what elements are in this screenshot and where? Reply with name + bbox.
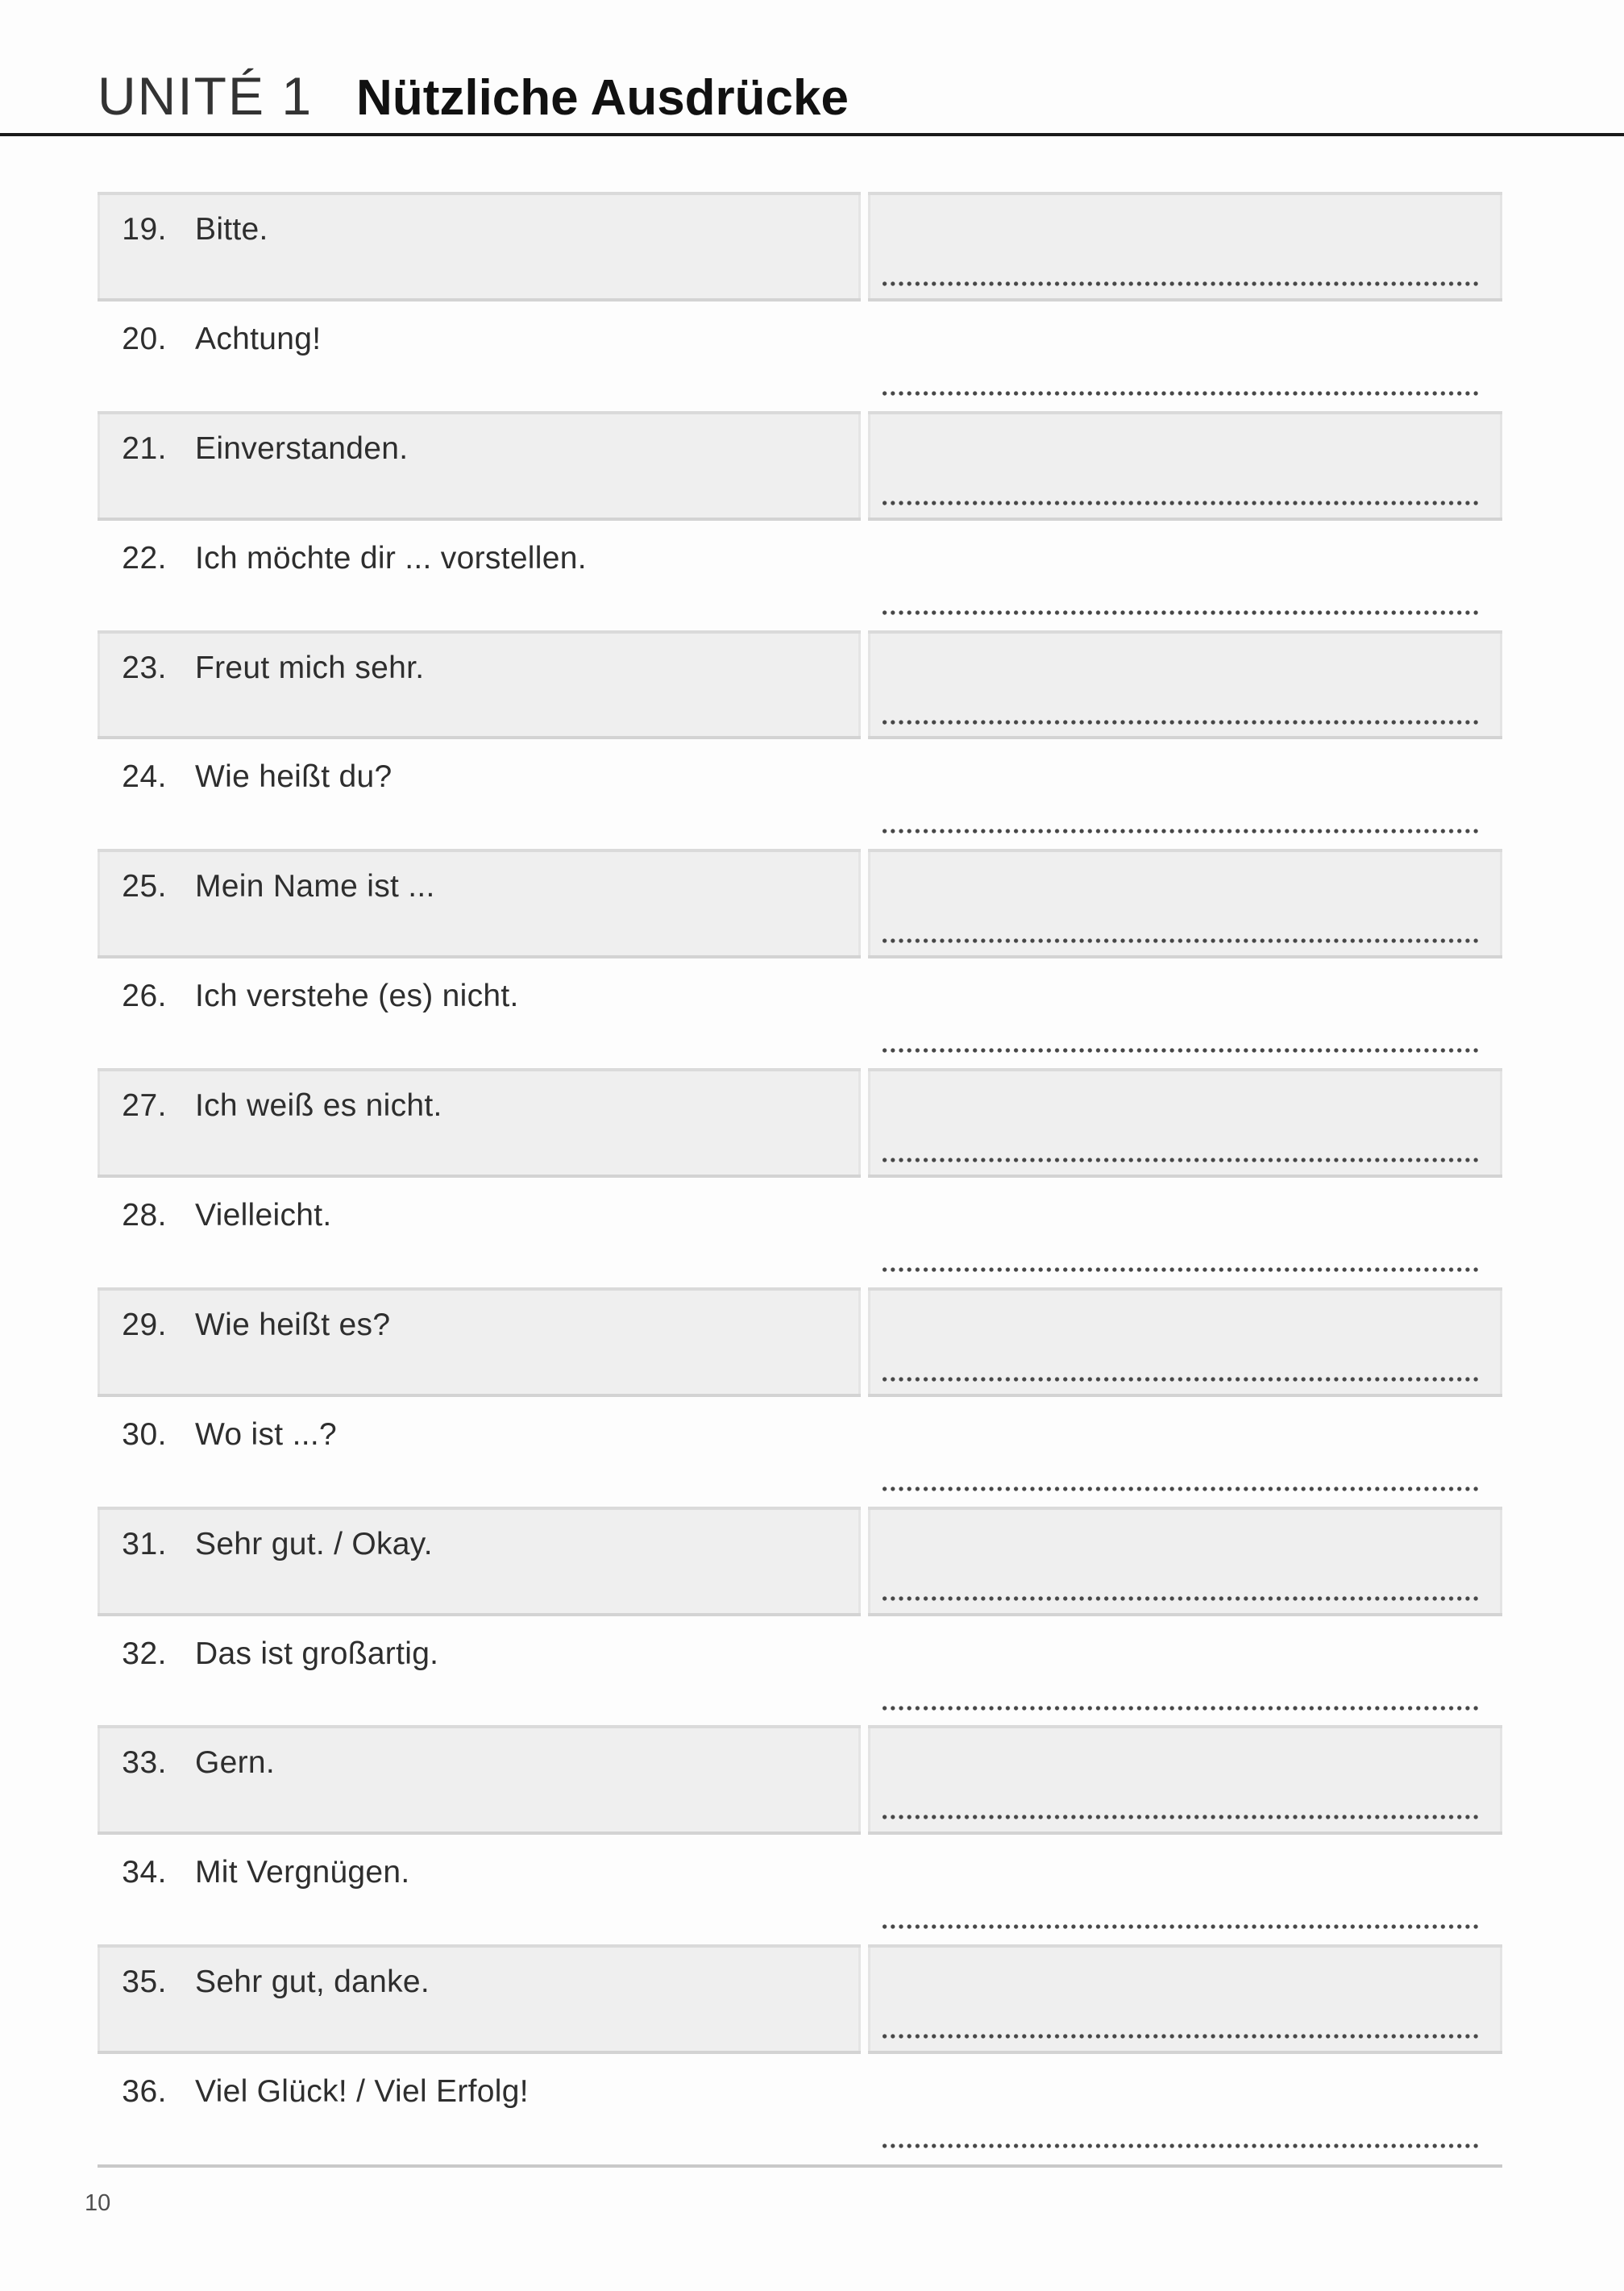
item-phrase: Sehr gut, danke.: [195, 1965, 430, 2000]
phrase-cell: [98, 1835, 861, 1944]
item-phrase: Wie heißt du?: [195, 759, 393, 795]
answer-cell: [868, 411, 1502, 521]
phrase-cell: [98, 2054, 861, 2164]
item-number: 26.: [122, 979, 167, 1014]
item-phrase: Ich verstehe (es) nicht.: [195, 979, 519, 1014]
footer-rule: [98, 2164, 1502, 2168]
item-number: 23.: [122, 650, 167, 685]
answer-cell: [868, 958, 1502, 1068]
item-phrase: Ich weiß es nicht.: [195, 1088, 442, 1124]
answer-cell: [868, 1287, 1502, 1397]
answer-cell: [868, 301, 1502, 411]
exercise-row: [98, 1944, 1502, 2054]
item-phrase: Das ist großartig.: [195, 1636, 439, 1671]
item-number: 25.: [122, 869, 167, 904]
phrase-cell: [98, 1616, 861, 1726]
phrase-cell: [98, 1944, 861, 2054]
item-phrase: Mein Name ist ...: [195, 869, 435, 904]
item-number: 29.: [122, 1307, 167, 1342]
item-number: 35.: [122, 1965, 167, 2000]
item-number: 24.: [122, 759, 167, 795]
exercise-row: [98, 958, 1502, 1068]
answer-cell: [868, 1397, 1502, 1507]
exercise-row: [98, 739, 1502, 849]
answer-dotted-line: [883, 1158, 1481, 1162]
exercise-row: [98, 630, 1502, 740]
exercise-row: [98, 1835, 1502, 1944]
answer-dotted-line: [883, 610, 1481, 615]
answer-cell: [868, 849, 1502, 958]
answer-dotted-line: [883, 1596, 1481, 1601]
phrase-cell: [98, 849, 861, 958]
item-number: 20.: [122, 321, 167, 356]
answer-cell: [868, 739, 1502, 849]
phrase-cell: [98, 192, 861, 301]
item-phrase: Ich möchte dir ... vorstellen.: [195, 540, 587, 576]
header-rule: [0, 133, 1624, 136]
answer-dotted-line: [883, 1048, 1481, 1053]
page-header: [98, 66, 849, 126]
exercise-row: [98, 2054, 1502, 2164]
answer-cell: [868, 1068, 1502, 1178]
phrase-cell: [98, 739, 861, 849]
item-phrase: Bitte.: [195, 212, 268, 247]
answer-cell: [868, 1616, 1502, 1726]
exercise-row: [98, 849, 1502, 958]
item-phrase: Vielleicht.: [195, 1198, 332, 1233]
answer-dotted-line: [883, 1924, 1481, 1929]
answer-cell: [868, 521, 1502, 630]
item-number: 27.: [122, 1088, 167, 1124]
item-phrase: Gern.: [195, 1745, 276, 1781]
exercise-row: [98, 1287, 1502, 1397]
item-number: 31.: [122, 1526, 167, 1561]
item-number: 32.: [122, 1636, 167, 1671]
section-title: Nützliche Ausdrücke: [356, 70, 849, 126]
phrase-cell: [98, 301, 861, 411]
item-phrase: Einverstanden.: [195, 430, 409, 466]
page-number: 10: [85, 2190, 111, 2216]
phrase-cell: [98, 1397, 861, 1507]
phrase-cell: [98, 1178, 861, 1287]
exercise-row: [98, 1507, 1502, 1616]
answer-cell: [868, 1725, 1502, 1835]
exercise-row: [98, 301, 1502, 411]
exercise-row: [98, 521, 1502, 630]
answer-cell: [868, 192, 1502, 301]
answer-cell: [868, 630, 1502, 740]
exercise-row: [98, 411, 1502, 521]
phrase-cell: [98, 1725, 861, 1835]
answer-dotted-line: [883, 1486, 1481, 1491]
item-phrase: Achtung!: [195, 321, 322, 356]
exercise-row: [98, 1178, 1502, 1287]
phrase-cell: [98, 630, 861, 740]
exercise-row: [98, 192, 1502, 301]
item-number: 34.: [122, 1855, 167, 1890]
answer-dotted-line: [883, 2034, 1481, 2039]
item-number: 36.: [122, 2074, 167, 2110]
answer-dotted-line: [883, 501, 1481, 505]
answer-cell: [868, 2054, 1502, 2164]
item-phrase: Freut mich sehr.: [195, 650, 425, 685]
answer-dotted-line: [883, 1377, 1481, 1382]
item-number: 28.: [122, 1198, 167, 1233]
item-number: 30.: [122, 1416, 167, 1452]
item-phrase: Wie heißt es?: [195, 1307, 391, 1342]
exercise-row: [98, 1616, 1502, 1726]
unit-label: UNITÉ 1: [98, 66, 314, 126]
exercise-row: [98, 1725, 1502, 1835]
item-phrase: Viel Glück! / Viel Erfolg!: [195, 2074, 529, 2110]
exercise-row: [98, 1068, 1502, 1178]
exercise-list: [98, 192, 1502, 2164]
answer-dotted-line: [883, 720, 1481, 725]
answer-dotted-line: [883, 2143, 1481, 2148]
phrase-cell: [98, 1507, 861, 1616]
phrase-cell: [98, 1068, 861, 1178]
answer-dotted-line: [883, 391, 1481, 396]
answer-cell: [868, 1178, 1502, 1287]
item-number: 33.: [122, 1745, 167, 1781]
answer-dotted-line: [883, 1815, 1481, 1819]
item-number: 21.: [122, 430, 167, 466]
answer-dotted-line: [883, 1267, 1481, 1272]
answer-cell: [868, 1944, 1502, 2054]
answer-cell: [868, 1835, 1502, 1944]
answer-dotted-line: [883, 938, 1481, 943]
item-number: 19.: [122, 212, 167, 247]
item-phrase: Wo ist ...?: [195, 1416, 337, 1452]
answer-dotted-line: [883, 281, 1481, 286]
answer-dotted-line: [883, 829, 1481, 834]
phrase-cell: [98, 1287, 861, 1397]
phrase-cell: [98, 958, 861, 1068]
item-phrase: Sehr gut. / Okay.: [195, 1526, 433, 1561]
phrase-cell: [98, 521, 861, 630]
phrase-cell: [98, 411, 861, 521]
answer-dotted-line: [883, 1706, 1481, 1711]
exercise-row: [98, 1397, 1502, 1507]
item-number: 22.: [122, 540, 167, 576]
answer-cell: [868, 1507, 1502, 1616]
item-phrase: Mit Vergnügen.: [195, 1855, 410, 1890]
